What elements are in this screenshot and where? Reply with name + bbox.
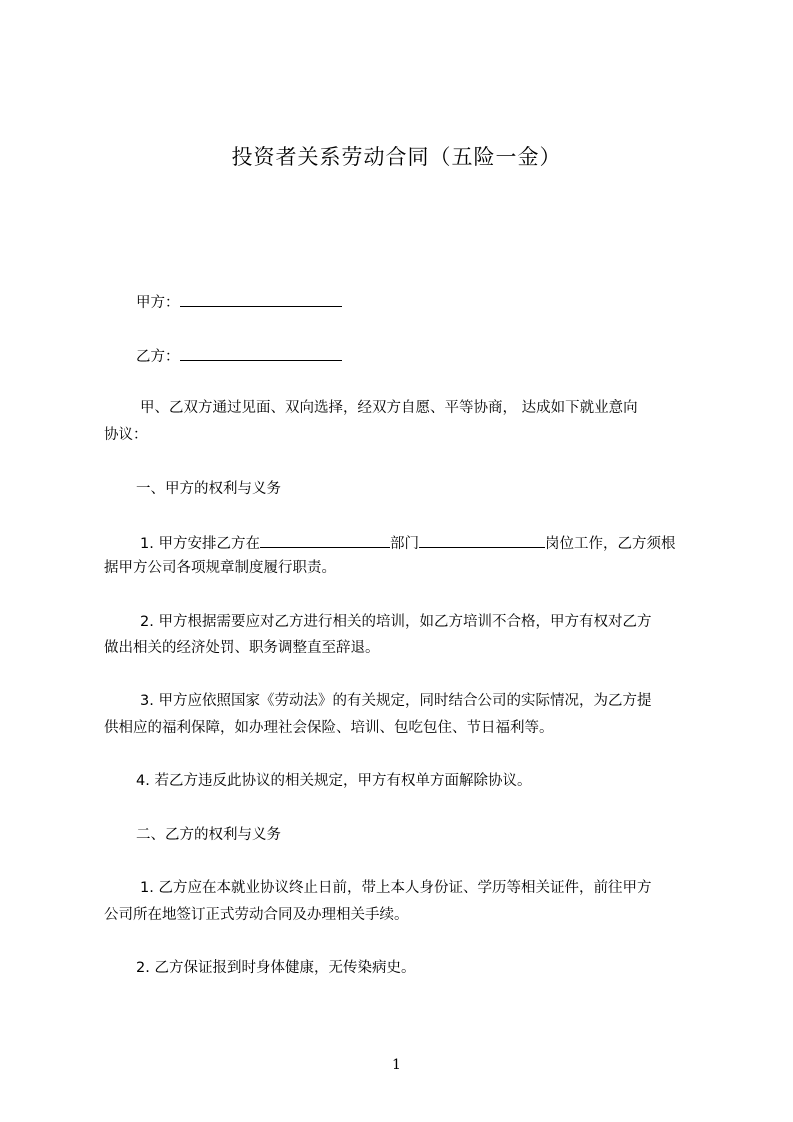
s1-item-2-line-2: 做出相关的经济处罚、职务调整直至辞退。 [104, 640, 380, 656]
section-1-heading: 一、甲方的权利与义务 [136, 481, 281, 497]
party-b-line [136, 345, 342, 367]
department-blank [260, 532, 390, 548]
document-title: 投资者关系劳动合同（五险一金） [231, 145, 562, 169]
s1-item-1-part-1: 1. 甲方安排乙方在 [140, 536, 260, 552]
intro-line-1: 甲、乙双方通过见面、双向选择，经双方自愿、平等协商， 达成如下就业意向 [140, 400, 638, 416]
s1-item-1-part-3: 岗位工作，乙方须根 [544, 536, 676, 552]
position-blank [419, 532, 545, 548]
section-2-heading: 二、乙方的权利与义务 [136, 827, 281, 843]
intro-line-2: 协议： [104, 427, 148, 443]
party-a-label: 甲方： [136, 295, 180, 311]
page-number: 1 [392, 1057, 401, 1073]
s2-item-1-line-2: 公司所在地签订正式劳动合同及办理相关手续。 [104, 907, 409, 923]
party-b-blank [180, 345, 342, 361]
s1-item-1-line-1 [140, 532, 675, 554]
s1-item-1-line-2: 据甲方公司各项规章制度履行职责。 [104, 560, 336, 576]
s1-item-4-line-1: 4. 若乙方违反此协议的相关规定，甲方有权单方面解除协议。 [136, 773, 532, 789]
s1-item-1-part-2: 部门 [389, 536, 419, 552]
s1-item-3-line-2: 供相应的福利保障，如办理社会保险、培训、包吃包住、节日福利等。 [104, 720, 554, 736]
party-a-line [136, 291, 342, 313]
s1-item-3-line-1: 3. 甲方应依照国家《劳动法》的有关规定，同时结合公司的实际情况，为乙方提 [140, 693, 652, 709]
s1-item-2-line-1: 2. 甲方根据需要应对乙方进行相关的培训，如乙方培训不合格，甲方有权对乙方 [140, 614, 652, 630]
s2-item-1-line-1: 1. 乙方应在本就业协议终止日前，带上本人身份证、学历等相关证件，前往甲方 [140, 880, 652, 896]
s2-item-2-line-1: 2. 乙方保证报到时身体健康，无传染病史。 [136, 960, 416, 976]
party-b-label: 乙方： [136, 349, 180, 365]
party-a-blank [180, 291, 342, 307]
